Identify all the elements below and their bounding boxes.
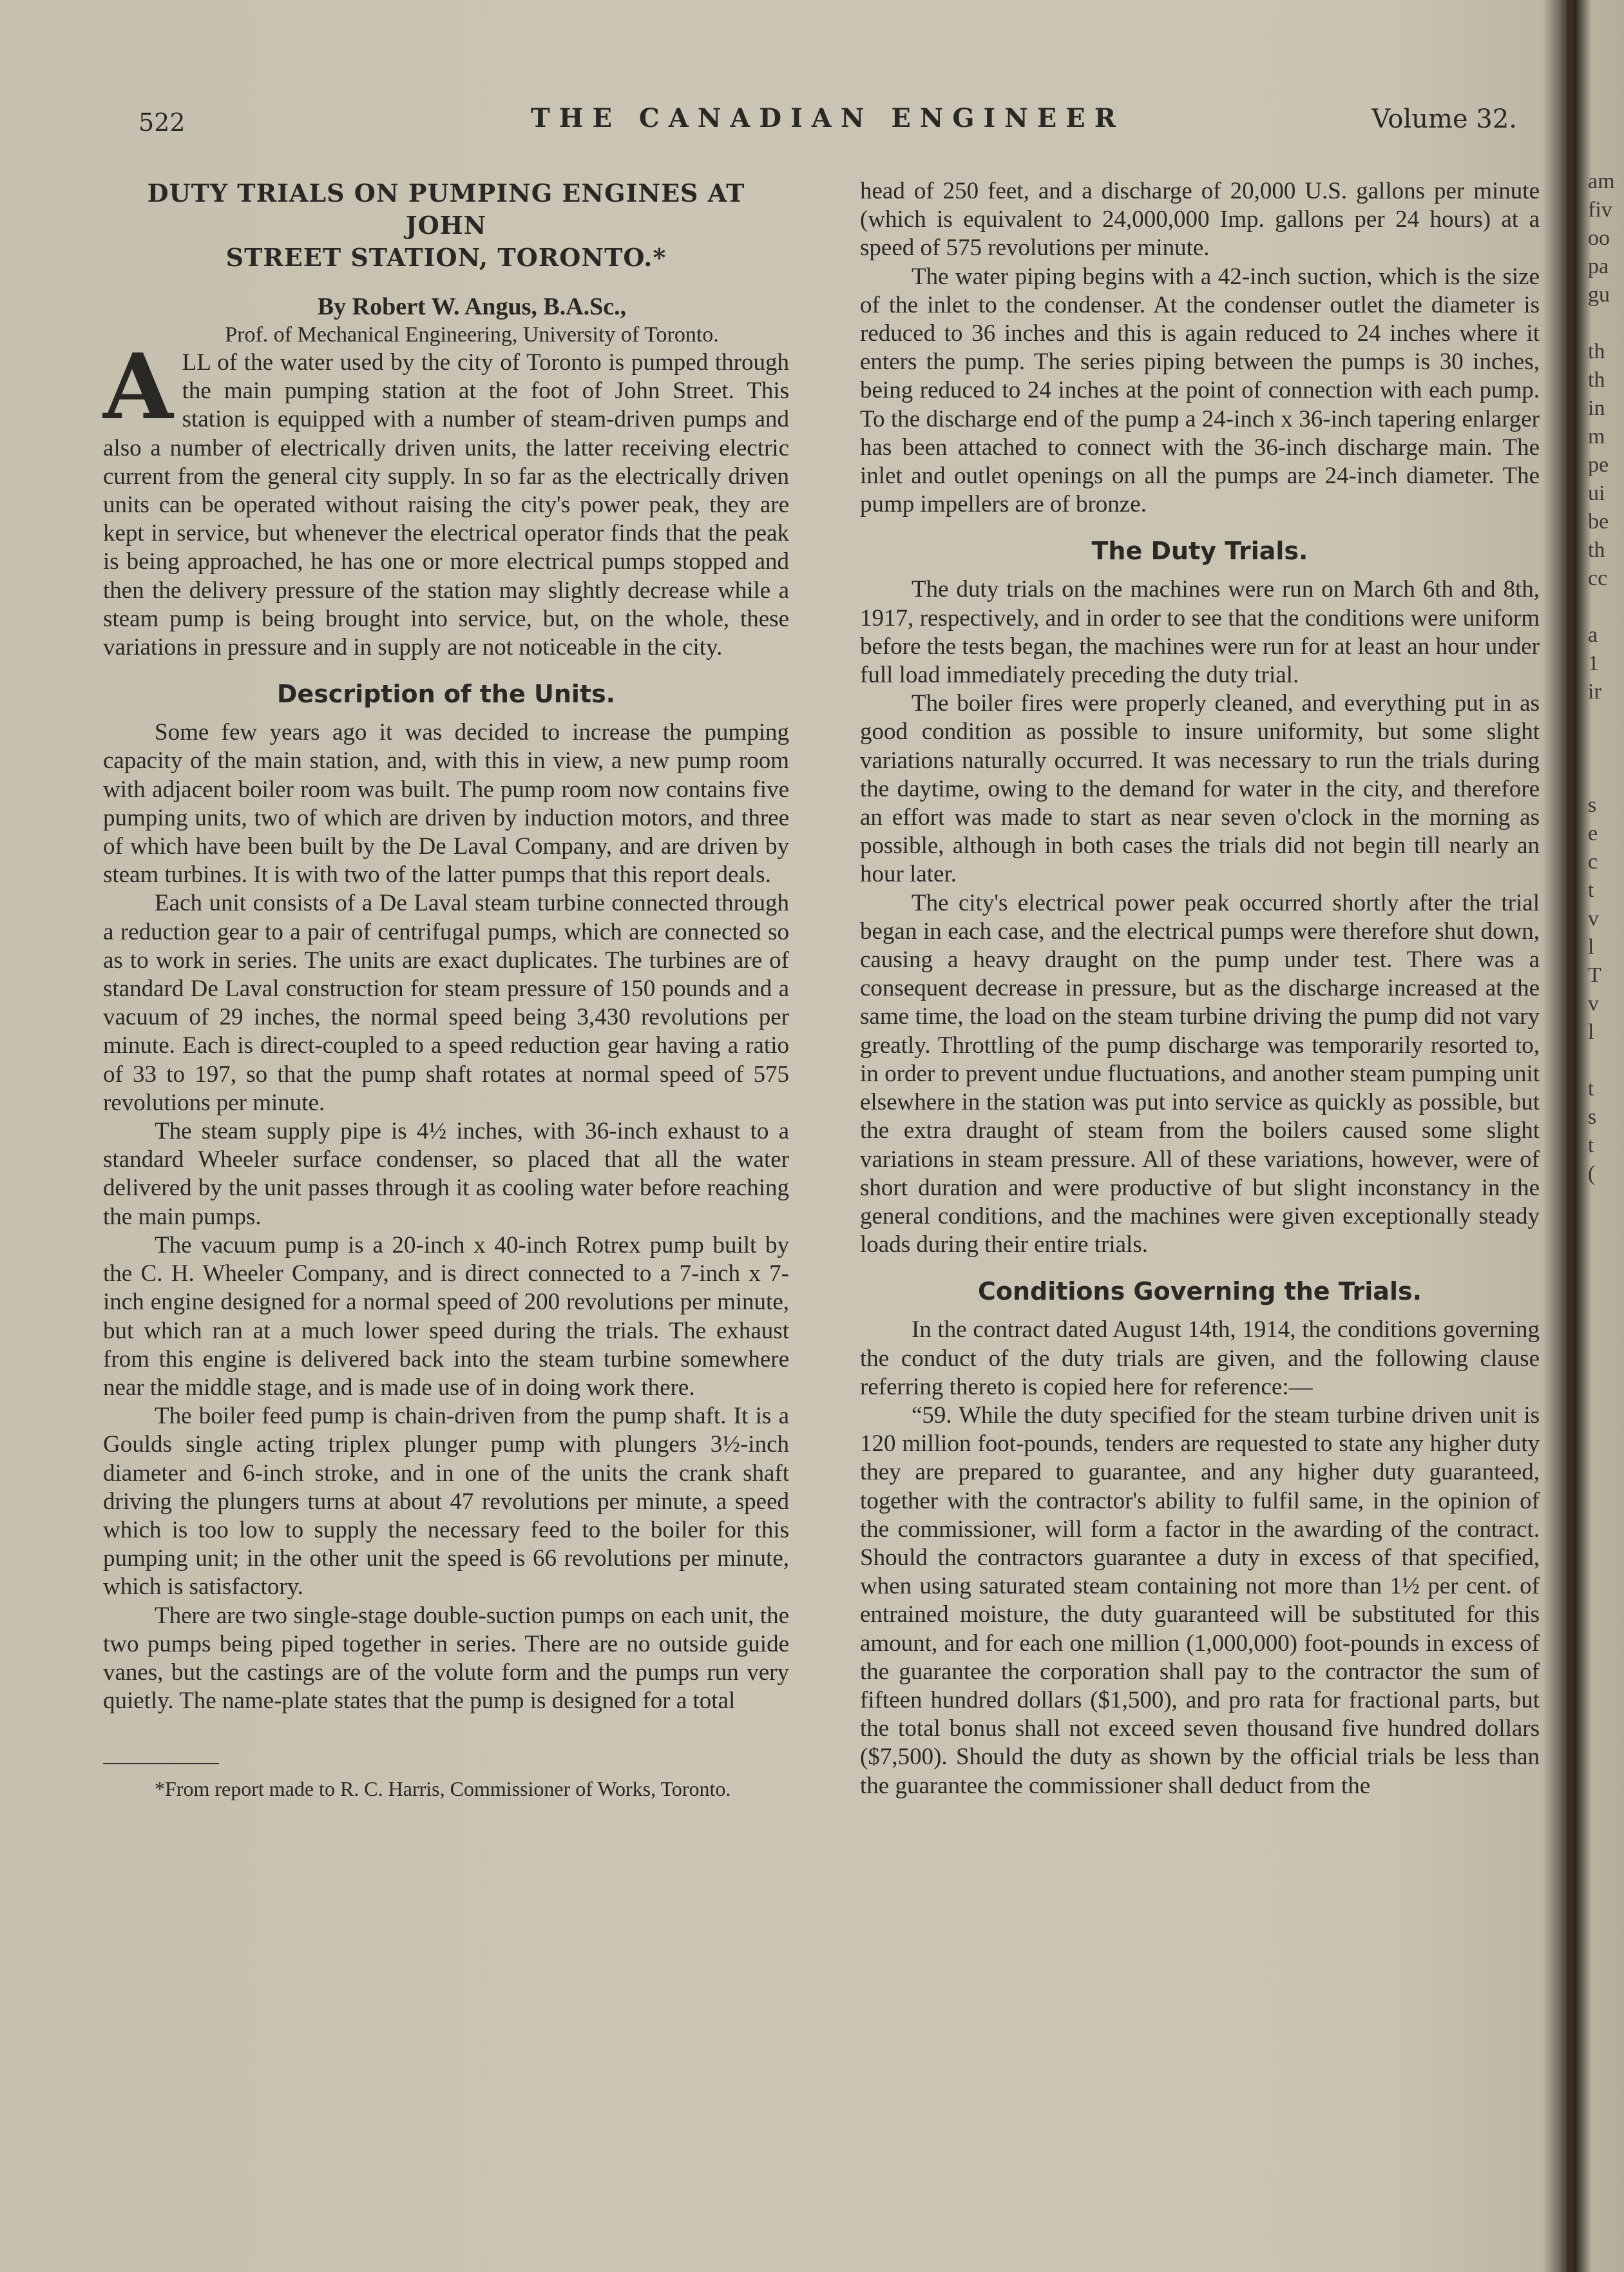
next-page-edge-fragment: t [1588, 1133, 1594, 1157]
article-title-line-1: DUTY TRIALS ON PUMPING ENGINES AT JOHN [147, 178, 745, 240]
next-page-edge-fragment [1588, 763, 1624, 791]
paragraph: The steam supply pipe is 4½ inches, with 36-inch exhaust to a standard Wheeler surface condenser, so placed that all the water delivered by the unit passes through it as cooling water before reaching the main pumps. [103, 1118, 789, 1230]
next-page-edge-fragment [1588, 309, 1624, 338]
next-page-edge-fragment: l [1588, 1020, 1594, 1044]
volume-label: Volume 32. [1371, 104, 1517, 134]
next-page-edge-fragment: t [1588, 878, 1594, 902]
next-page-edge-fragment [1588, 1046, 1624, 1075]
next-page-edge-fragment: fiv [1588, 198, 1612, 222]
paragraph: The vacuum pump is a 20-inch x 40-inch Rotrex pump built by the C. H. Wheeler Company, and is direct connected to a 7-inch x 7-inch engine designed for a normal speed of 200 revolutions per minute, but which ran at a much lower speed during the trials. The exhaust from this engine is delivered back into the steam turbine somewhere near the middle stage, and is made use of in doing work there. [103, 1231, 789, 1401]
drop-cap: A [103, 334, 173, 440]
next-page-edge-fragment: m [1588, 425, 1605, 448]
running-header [139, 103, 1517, 142]
next-page-edge-fragment: s [1588, 793, 1597, 817]
paragraph: There are two single-stage double-suction pumps on each unit, the two pumps being piped together in series. There are no outside guide vanes, but the castings are of the volute form and the pumps run very quietly. The name-plate states that the pump is designed for a total [103, 1602, 789, 1715]
paragraph: The water piping begins with a 42-inch suction, which is the size of the inlet to the condenser. At the condenser outlet the diameter is reduced to 36 inches and this is again reduced to 24 inches where it enters the pump. The series piping between the pumps is 30 inches, being reduced to 24 inches at the point of connection with each pump. To the discharge end of the pump a 24-inch x 36-inch tapering enlarger has been attached to connect with the 36-inch discharge main. The inlet and outlet openings on all the pumps are 24-inch diameter. The pump impellers are of bronze. [860, 263, 1540, 518]
journal-title: THE CANADIAN ENGINEER [530, 103, 1125, 133]
next-page-edge-fragment: am [1588, 169, 1615, 193]
next-page-edge-fragment: s [1588, 1105, 1597, 1129]
next-page-edge-fragment: v [1588, 907, 1599, 930]
next-page-edge-fragment: v [1588, 992, 1599, 1016]
paragraph: In the contract dated August 14th, 1914, the conditions governing the conduct of the duty trials are given, and the following clause referring thereto is copied here for reference:— [860, 1316, 1540, 1400]
next-page-edge-fragment: a [1588, 623, 1598, 647]
page-number: 522 [139, 108, 186, 137]
next-page-edge-fragment: cc [1588, 566, 1608, 590]
paragraph: The boiler feed pump is chain-driven from the pump shaft. It is a Goulds single acting triplex plunger pump with plungers 3½-inch diameter and 6-inch stroke, and in one of the units the crank shaft driving the plungers turns at about 47 revolutions per minute, a speed which is too low to supply the necessary feed to the boiler for this pumping unit; in the other unit the speed is 66 revolutions per minute, which is satisfactory. [103, 1403, 789, 1601]
left-column [103, 177, 789, 1802]
next-page-edge-fragment: ui [1588, 481, 1605, 505]
next-page-edge-fragment: l [1588, 935, 1594, 959]
next-page-edge-fragment: th [1588, 538, 1605, 562]
right-column [860, 177, 1540, 1800]
paragraph: Some few years ago it was decided to increase the pumping capacity of the main station, and, with this in view, a new pump room with adjacent boiler room was built. The pump room now contains five pumping units, two of which are driven by induction motors, and three of which have been built by the De Laval Company, and are driven by steam turbines. It is with two of the latter pumps that this report deals. [103, 719, 789, 889]
article-title-line-2: STREET STATION, TORONTO.* [225, 243, 667, 272]
paragraph: Each unit consists of a De Laval steam turbine connected through a reduction gear to a pair of centrifugal pumps, which are connected so as to work in series. The units are exact duplicates. The turbines are of standard De Laval construction for steam pressure of 150 pounds and a vacuum of 29 inches, the normal speed being 3,430 revolutions per minute. Each is direct-coupled to a speed reduction gear having a ratio of 33 to 197, so that the pump shaft rotates at normal speed of 575 revolutions per minute. [103, 890, 789, 1116]
next-page-edge-fragment: 1 [1588, 651, 1599, 675]
next-page-edge-fragment [1588, 706, 1624, 735]
footnote-rule [103, 1763, 219, 1764]
affiliation: Prof. of Mechanical Engineering, University of Toronto. [225, 323, 719, 347]
article-title [103, 177, 789, 274]
section-heading-duty-trials: The Duty Trials. [1091, 537, 1308, 566]
paragraph: The duty trials on the machines were run on March 6th and 8th, 1917, respectively, and in order to see that the conditions were uniform before the tests began, the machines were run for at least an hour under full load immediately preceding the duty trial. [860, 576, 1540, 689]
section-heading-conditions: Conditions Governing the Trials. [977, 1277, 1422, 1306]
next-page-edge-fragment: gu [1588, 283, 1610, 307]
next-page-edge-fragment: be [1588, 510, 1609, 534]
section-heading-description: Description of the Units. [276, 680, 616, 709]
next-page-edge-fragment [1588, 735, 1624, 763]
next-page-edge-fragment: in [1588, 396, 1605, 420]
intro-text: LL of the water used by the city of Toronto is pumped through the main pumping station at the foot of John Street. This station is equipped with a number of steam-driven pumps and also a number of electrically driven units, the latter receiving electric current from the general city supply. In so far as the electrically driven units can be operated without raising the city's power peak, they are kept in service, but whenever the electrical operator finds that the peak is being approached, he has one or more electrical pumps stopped and then the delivery pressure of the station may slightly decrease while a steam pump is being brought into service, but, on the whole, these variations in pressure and in supply are not noticeable in the city. [103, 349, 789, 661]
next-page-edge-fragment: t [1588, 1077, 1594, 1101]
paragraph: “59. While the duty specified for the steam turbine driven unit is 120 million foot-pounds, tenders are requested to state any higher duty they are prepared to guarantee, and any higher duty guaranteed, together with the contractor's ability to fulfil same, in the opinion of the commissioner, will form a factor in the awarding of the contract. Should the contractors guarantee a duty in excess of that specified, when using saturated steam containing not more than 1½ per cent. of entrained moisture, the duty guaranteed will be substituted for this amount, and for each one million (1,000,000) foot-pounds in excess of the guarantee the corporation shall pay to the contractor the sum of fifteen hundred dollars ($1,500), and pro rata for fractional parts, but the total bonus shall not exceed seven thousand five hundred dollars ($7,500). Should the duty as shown by the official trials be less than the guarantee the commissioner shall deduct from the [860, 1401, 1540, 1799]
next-page-edge-fragment: th [1588, 340, 1605, 363]
next-page-edge-fragment: pa [1588, 255, 1609, 278]
paragraph-continued: head of 250 feet, and a discharge of 20,000 U.S. gallons per minute (which is equivalent to 24,000,000 Imp. gallons per 24 hours) at a speed of 575 revolutions per minute. [860, 178, 1540, 262]
spine-line [1567, 0, 1573, 2272]
next-page-edge [1588, 168, 1624, 2165]
next-page-edge-fragment: pe [1588, 453, 1609, 477]
next-page-edge-fragment [1588, 593, 1624, 621]
byline: By Robert W. Angus, B.A.Sc., [317, 293, 627, 320]
next-page-edge-fragment: ir [1588, 680, 1601, 704]
next-page-edge-fragment: c [1588, 850, 1598, 874]
next-page-edge-fragment: e [1588, 822, 1598, 845]
paragraph: The city's electrical power peak occurred shortly after the trial began in each case, and the electrical pumps were therefore shut down, causing a heavy draught on the pump under test. There was a consequent decrease in pressure, but as the discharge increased at the same time, the load on the steam turbine driving the pump did not vary greatly. Throttling of the pump discharge was temporarily resorted to, in order to prevent undue fluctuations, and another steam pumping unit elsewhere in the station was put into service as quickly as possible, but the extra draught of steam from the boilers caused some slight variations in steam pressure. All of these variations, however, were of short duration and were productive of but slight inconstancy in the general conditions, and the machines were given exceptionally steady loads during their entire trials. [860, 889, 1540, 1258]
paragraph: The boiler fires were properly cleaned, and everything put in as good condition as possible to insure uniformity, but some slight variations naturally occurred. It was necessary to run the trials during the daytime, owing to the demand for water in the city, and therefore an effort was made to start as near seven o'clock in the morning as possible, although in both cases the trials did not begin till nearly an hour later. [860, 690, 1540, 888]
next-page-edge-fragment: oo [1588, 226, 1610, 250]
next-page-edge-fragment: ( [1588, 1162, 1596, 1186]
footnote: *From report made to R. C. Harris, Commissioner of Works, Toronto. [155, 1777, 731, 1801]
next-page-edge-fragment: th [1588, 368, 1605, 392]
next-page-edge-fragment: T [1588, 963, 1601, 987]
